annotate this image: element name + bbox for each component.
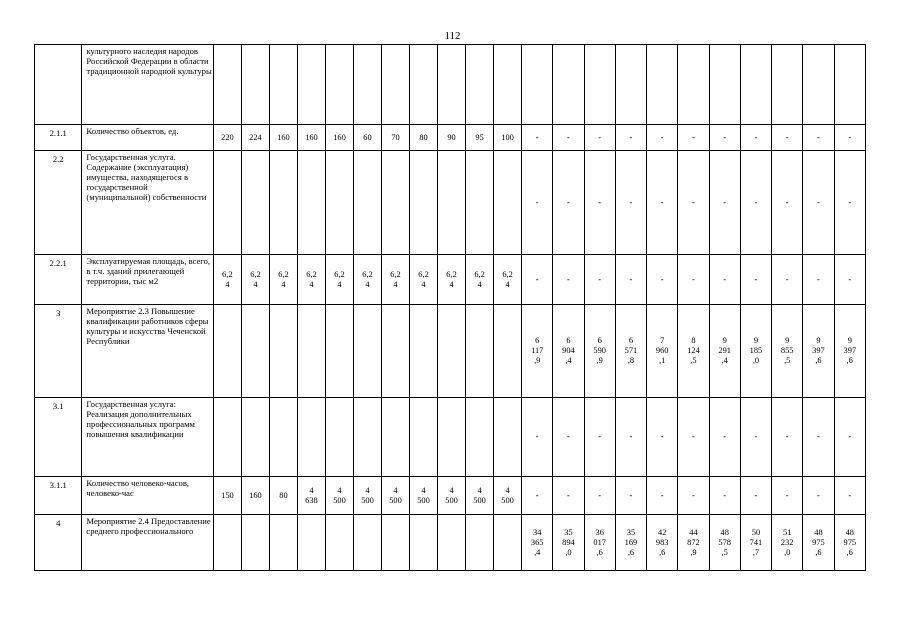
funding-value-cell: 35 894 ,0 bbox=[553, 515, 584, 571]
indicator-value-cell: 4 500 bbox=[382, 477, 410, 515]
funding-value-cell: - bbox=[553, 398, 584, 477]
funding-value-cell: - bbox=[740, 151, 771, 255]
funding-value-cell: - bbox=[615, 255, 646, 305]
funding-value-cell: 9 397 ,6 bbox=[803, 305, 834, 398]
funding-value-cell: - bbox=[803, 151, 834, 255]
row-number: 3.1 bbox=[35, 398, 82, 477]
indicator-value-cell bbox=[466, 515, 494, 571]
indicator-value-cell bbox=[382, 45, 410, 125]
indicator-value-cell bbox=[297, 45, 325, 125]
indicator-value-cell bbox=[353, 45, 381, 125]
funding-value-cell bbox=[553, 45, 584, 125]
funding-value-cell: - bbox=[553, 125, 584, 151]
funding-value-cell: - bbox=[584, 255, 615, 305]
indicator-value-cell: 224 bbox=[241, 125, 269, 151]
funding-value-cell: - bbox=[584, 151, 615, 255]
indicator-value-cell: 80 bbox=[269, 477, 297, 515]
indicator-value-cell bbox=[325, 151, 353, 255]
funding-value-cell bbox=[647, 45, 678, 125]
funding-value-cell bbox=[834, 45, 865, 125]
row-name: Количество человеко-часов, человеко-час bbox=[82, 477, 213, 515]
table-body bbox=[35, 45, 866, 571]
funding-value-cell bbox=[522, 45, 553, 125]
indicator-value-cell: 80 bbox=[410, 125, 438, 151]
funding-value-cell: - bbox=[522, 477, 553, 515]
indicator-value-cell bbox=[382, 151, 410, 255]
indicator-value-cell bbox=[297, 398, 325, 477]
indicator-value-cell bbox=[438, 515, 466, 571]
indicator-value-cell: 150 bbox=[213, 477, 241, 515]
indicator-value-cell: 6,2 4 bbox=[241, 255, 269, 305]
indicator-value-cell bbox=[353, 398, 381, 477]
indicator-value-cell bbox=[382, 305, 410, 398]
indicator-value-cell: 4 500 bbox=[410, 477, 438, 515]
indicator-value-cell: 4 500 bbox=[494, 477, 522, 515]
indicator-value-cell bbox=[438, 151, 466, 255]
indicator-value-cell bbox=[466, 305, 494, 398]
funding-value-cell: - bbox=[678, 151, 709, 255]
indicator-value-cell: 90 bbox=[438, 125, 466, 151]
funding-value-cell: - bbox=[584, 398, 615, 477]
funding-value-cell bbox=[772, 45, 803, 125]
funding-value-cell: - bbox=[584, 125, 615, 151]
funding-value-cell: - bbox=[803, 398, 834, 477]
funding-value-cell: 50 741 ,7 bbox=[740, 515, 771, 571]
indicator-value-cell bbox=[466, 151, 494, 255]
table-row bbox=[35, 515, 866, 571]
indicator-value-cell bbox=[213, 398, 241, 477]
indicator-value-cell bbox=[241, 515, 269, 571]
indicator-value-cell: 6,2 4 bbox=[438, 255, 466, 305]
funding-value-cell: 48 975 ,6 bbox=[803, 515, 834, 571]
funding-value-cell: 8 124 ,5 bbox=[678, 305, 709, 398]
indicator-value-cell bbox=[382, 515, 410, 571]
funding-value-cell: 44 872 ,9 bbox=[678, 515, 709, 571]
indicator-value-cell bbox=[466, 45, 494, 125]
indicator-value-cell bbox=[494, 45, 522, 125]
indicator-value-cell bbox=[213, 45, 241, 125]
indicator-value-cell: 70 bbox=[382, 125, 410, 151]
funding-value-cell: - bbox=[772, 398, 803, 477]
program-indicators-table bbox=[34, 44, 866, 571]
funding-value-cell: - bbox=[834, 151, 865, 255]
funding-value-cell bbox=[678, 45, 709, 125]
funding-value-cell: - bbox=[709, 151, 740, 255]
funding-value-cell: - bbox=[522, 151, 553, 255]
indicator-value-cell bbox=[269, 515, 297, 571]
indicator-value-cell bbox=[269, 151, 297, 255]
indicator-value-cell bbox=[410, 45, 438, 125]
indicator-value-cell bbox=[494, 151, 522, 255]
funding-value-cell: 6 590 ,9 bbox=[584, 305, 615, 398]
funding-value-cell: - bbox=[522, 398, 553, 477]
row-name: Мероприятие 2.4 Предоставление среднего профессионального bbox=[82, 515, 213, 571]
indicator-value-cell: 4 500 bbox=[438, 477, 466, 515]
row-number: 2.2.1 bbox=[35, 255, 82, 305]
indicator-value-cell bbox=[353, 305, 381, 398]
funding-value-cell: - bbox=[772, 477, 803, 515]
funding-value-cell: - bbox=[647, 398, 678, 477]
funding-value-cell: 36 017 ,6 bbox=[584, 515, 615, 571]
indicator-value-cell: 6,2 4 bbox=[494, 255, 522, 305]
indicator-value-cell bbox=[353, 515, 381, 571]
funding-value-cell: - bbox=[553, 151, 584, 255]
funding-value-cell: - bbox=[740, 255, 771, 305]
funding-value-cell: - bbox=[834, 398, 865, 477]
funding-value-cell: - bbox=[647, 125, 678, 151]
funding-value-cell bbox=[615, 45, 646, 125]
funding-value-cell: - bbox=[615, 125, 646, 151]
funding-value-cell: - bbox=[678, 125, 709, 151]
indicator-value-cell: 160 bbox=[241, 477, 269, 515]
funding-value-cell: - bbox=[522, 255, 553, 305]
funding-value-cell: - bbox=[709, 477, 740, 515]
indicator-value-cell bbox=[213, 515, 241, 571]
indicator-value-cell: 160 bbox=[297, 125, 325, 151]
indicator-value-cell bbox=[410, 515, 438, 571]
funding-value-cell bbox=[584, 45, 615, 125]
funding-value-cell: - bbox=[584, 477, 615, 515]
indicator-value-cell: 4 638 bbox=[297, 477, 325, 515]
indicator-value-cell bbox=[325, 515, 353, 571]
indicator-value-cell bbox=[494, 305, 522, 398]
indicator-value-cell: 6,2 4 bbox=[213, 255, 241, 305]
indicator-value-cell: 160 bbox=[325, 125, 353, 151]
indicator-value-cell bbox=[410, 305, 438, 398]
table-row bbox=[35, 45, 866, 125]
indicator-value-cell bbox=[213, 305, 241, 398]
funding-value-cell: - bbox=[678, 255, 709, 305]
indicator-value-cell: 4 500 bbox=[353, 477, 381, 515]
indicator-value-cell bbox=[325, 398, 353, 477]
indicator-value-cell bbox=[410, 151, 438, 255]
indicator-value-cell bbox=[241, 151, 269, 255]
row-number bbox=[35, 45, 82, 125]
funding-value-cell: 51 232 ,0 bbox=[772, 515, 803, 571]
row-number: 4 bbox=[35, 515, 82, 571]
indicator-value-cell bbox=[325, 305, 353, 398]
funding-value-cell: 42 983 ,6 bbox=[647, 515, 678, 571]
indicator-value-cell bbox=[494, 515, 522, 571]
row-name: Мероприятие 2.3 Повышение квалификации работников сферы культуры и искусства Чеченской Республики bbox=[82, 305, 213, 398]
indicator-value-cell bbox=[269, 305, 297, 398]
indicator-value-cell bbox=[269, 45, 297, 125]
indicator-value-cell: 60 bbox=[353, 125, 381, 151]
indicator-value-cell: 4 500 bbox=[466, 477, 494, 515]
funding-value-cell: - bbox=[647, 477, 678, 515]
funding-value-cell: 7 960 ,1 bbox=[647, 305, 678, 398]
funding-value-cell: 6 904 ,4 bbox=[553, 305, 584, 398]
row-number: 2.1.1 bbox=[35, 125, 82, 151]
funding-value-cell: 9 291 ,4 bbox=[709, 305, 740, 398]
funding-value-cell: - bbox=[834, 477, 865, 515]
indicator-value-cell bbox=[466, 398, 494, 477]
indicator-value-cell: 6,2 4 bbox=[466, 255, 494, 305]
funding-value-cell: - bbox=[678, 477, 709, 515]
indicator-value-cell: 220 bbox=[213, 125, 241, 151]
funding-value-cell: 48 578 ,5 bbox=[709, 515, 740, 571]
row-name: Эксплуатируемая площадь, всего, в т.ч. зданий прилегающей территории, тыс м2 bbox=[82, 255, 213, 305]
funding-value-cell: - bbox=[772, 151, 803, 255]
funding-value-cell: - bbox=[522, 125, 553, 151]
indicator-value-cell bbox=[241, 398, 269, 477]
row-name: Количество объектов, ед. bbox=[82, 125, 213, 151]
indicator-value-cell: 6,2 4 bbox=[353, 255, 381, 305]
funding-value-cell: - bbox=[709, 398, 740, 477]
funding-value-cell: - bbox=[803, 125, 834, 151]
funding-value-cell: - bbox=[709, 125, 740, 151]
indicator-value-cell bbox=[241, 305, 269, 398]
funding-value-cell: - bbox=[678, 398, 709, 477]
table-row bbox=[35, 305, 866, 398]
indicator-value-cell bbox=[410, 398, 438, 477]
funding-value-cell: - bbox=[709, 255, 740, 305]
funding-value-cell: 34 365 ,4 bbox=[522, 515, 553, 571]
indicator-value-cell bbox=[353, 151, 381, 255]
funding-value-cell: 6 117 ,9 bbox=[522, 305, 553, 398]
table-row bbox=[35, 151, 866, 255]
row-name: Государственная услуга. Содержание (эксплуатация) имущества, находящегося в государственной (муниципальной) собственности bbox=[82, 151, 213, 255]
indicator-value-cell: 6,2 4 bbox=[410, 255, 438, 305]
funding-value-cell bbox=[709, 45, 740, 125]
funding-value-cell: - bbox=[740, 477, 771, 515]
funding-value-cell: - bbox=[553, 255, 584, 305]
funding-value-cell: - bbox=[740, 398, 771, 477]
indicator-value-cell bbox=[241, 45, 269, 125]
row-name: Государственная услуга: Реализация дополнительных профессиональных программ повышения квалификации bbox=[82, 398, 213, 477]
funding-value-cell: 9 855 ,5 bbox=[772, 305, 803, 398]
indicator-value-cell: 6,2 4 bbox=[382, 255, 410, 305]
indicator-value-cell bbox=[297, 515, 325, 571]
indicator-value-cell: 100 bbox=[494, 125, 522, 151]
funding-value-cell: - bbox=[647, 151, 678, 255]
indicator-value-cell bbox=[213, 151, 241, 255]
indicator-value-cell bbox=[269, 398, 297, 477]
funding-value-cell: - bbox=[803, 477, 834, 515]
funding-value-cell bbox=[740, 45, 771, 125]
funding-value-cell: 48 975 ,6 bbox=[834, 515, 865, 571]
funding-value-cell: - bbox=[615, 477, 646, 515]
indicator-value-cell: 6,2 4 bbox=[269, 255, 297, 305]
funding-value-cell: 35 169 ,6 bbox=[615, 515, 646, 571]
table-row bbox=[35, 255, 866, 305]
indicator-value-cell bbox=[438, 398, 466, 477]
funding-value-cell: - bbox=[772, 255, 803, 305]
indicator-value-cell bbox=[325, 45, 353, 125]
table-row bbox=[35, 125, 866, 151]
funding-value-cell: - bbox=[615, 398, 646, 477]
indicator-value-cell: 160 bbox=[269, 125, 297, 151]
indicator-value-cell: 95 bbox=[466, 125, 494, 151]
row-number: 3 bbox=[35, 305, 82, 398]
funding-value-cell: - bbox=[647, 255, 678, 305]
funding-value-cell: 6 571 ,8 bbox=[615, 305, 646, 398]
funding-value-cell: 9 397 ,6 bbox=[834, 305, 865, 398]
funding-value-cell: - bbox=[772, 125, 803, 151]
indicator-value-cell: 6,2 4 bbox=[297, 255, 325, 305]
indicator-value-cell bbox=[297, 151, 325, 255]
indicator-value-cell bbox=[494, 398, 522, 477]
funding-value-cell: - bbox=[803, 255, 834, 305]
page-number: 112 bbox=[444, 30, 461, 42]
indicator-value-cell bbox=[438, 45, 466, 125]
indicator-value-cell bbox=[297, 305, 325, 398]
row-number: 2.2 bbox=[35, 151, 82, 255]
funding-value-cell bbox=[803, 45, 834, 125]
funding-value-cell: 9 185 ,0 bbox=[740, 305, 771, 398]
table-row bbox=[35, 398, 866, 477]
indicator-value-cell: 4 500 bbox=[325, 477, 353, 515]
funding-value-cell: - bbox=[834, 125, 865, 151]
funding-value-cell: - bbox=[834, 255, 865, 305]
row-name: культурного наследия народов Российской Федерации в области традиционной народной культуры bbox=[82, 45, 213, 125]
funding-value-cell: - bbox=[740, 125, 771, 151]
indicator-value-cell bbox=[438, 305, 466, 398]
indicator-value-cell bbox=[382, 398, 410, 477]
row-number: 3.1.1 bbox=[35, 477, 82, 515]
funding-value-cell: - bbox=[553, 477, 584, 515]
funding-value-cell: - bbox=[615, 151, 646, 255]
indicator-value-cell: 6,2 4 bbox=[325, 255, 353, 305]
table-row bbox=[35, 477, 866, 515]
